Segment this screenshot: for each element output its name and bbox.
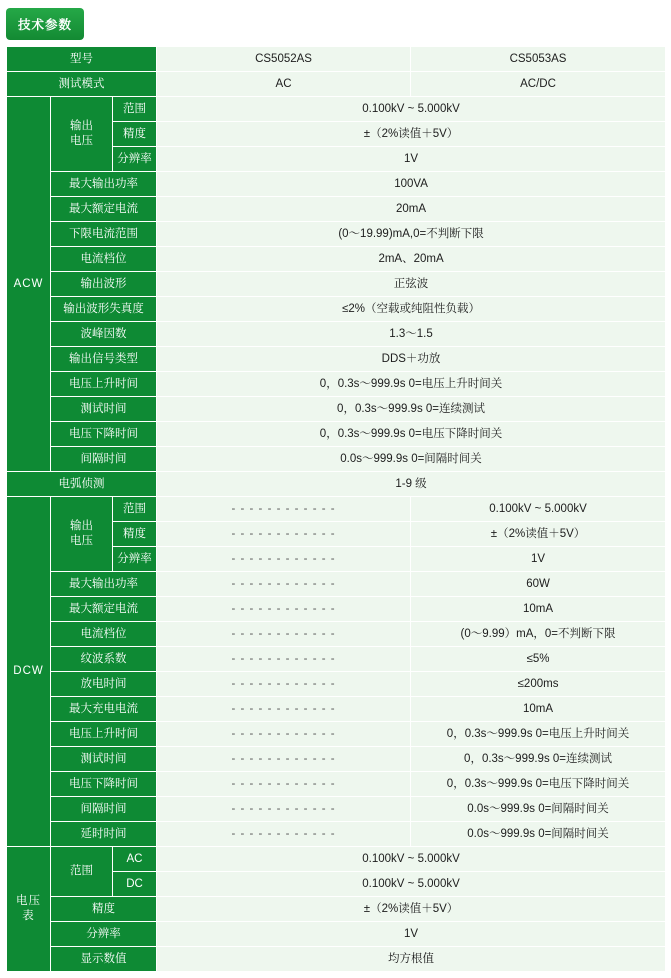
dcw-resolution-label: 分辨率: [113, 547, 157, 572]
dcw-range-label: 范围: [113, 497, 157, 522]
acw-output-label: 输出: [70, 120, 93, 132]
dcw-delay-value: 0.0s～999.9s 0=间隔时间关: [411, 822, 666, 847]
table-row: [7, 647, 666, 672]
table-row: [7, 822, 666, 847]
acw-low-limit-value: (0～19.99)mA,0=不判断下限: [157, 222, 666, 247]
acw-current-gear-label: 电流档位: [51, 247, 157, 272]
acw-test-time-value: 0，0.3s～999.9s 0=连续测试: [157, 397, 666, 422]
table-row: [7, 797, 666, 822]
dcw-output-label: 输出: [70, 520, 93, 532]
dcw-delay-na: - - - - - - - - - - - -: [157, 822, 411, 847]
acw-waveform-label: 输出波形: [51, 272, 157, 297]
table-row: [7, 322, 666, 347]
table-row: [7, 247, 666, 272]
dcw-resolution-value: 1V: [411, 547, 666, 572]
dcw-current-gear-na: - - - - - - - - - - - -: [157, 622, 411, 647]
table-row: [7, 372, 666, 397]
dcw-max-power-na: - - - - - - - - - - - -: [157, 572, 411, 597]
acw-resolution-value: 1V: [157, 147, 666, 172]
acw-distortion-value: ≤2%（空载或纯阻性负载）: [157, 297, 666, 322]
table-row: [7, 472, 666, 497]
table-row: [7, 722, 666, 747]
dcw-resolution-na: - - - - - - - - - - - -: [157, 547, 411, 572]
table-row: [7, 72, 666, 97]
dcw-test-time-na: - - - - - - - - - - - -: [157, 747, 411, 772]
dcw-rise-time-label: 电压上升时间: [51, 722, 157, 747]
dcw-test-time-value: 0，0.3s～999.9s 0=连续测试: [411, 747, 666, 772]
dcw-max-charge-na: - - - - - - - - - - - -: [157, 697, 411, 722]
model-label: 型号: [7, 47, 157, 72]
table-row: [7, 397, 666, 422]
page-title: 技术参数: [6, 8, 84, 40]
acw-accuracy-value: ±（2%读值＋5V）: [157, 122, 666, 147]
specification-table: [6, 46, 666, 972]
table-row: [7, 97, 666, 122]
table-row: [7, 347, 666, 372]
dcw-accuracy-na: - - - - - - - - - - - -: [157, 522, 411, 547]
dcw-discharge-na: - - - - - - - - - - - -: [157, 672, 411, 697]
acw-rise-time-label: 电压上升时间: [51, 372, 157, 397]
acw-crest-label: 波峰因数: [51, 322, 157, 347]
table-row: [7, 597, 666, 622]
dcw-output-cell: [51, 497, 113, 572]
acw-voltage-label: 电压: [70, 135, 93, 147]
acw-current-gear-value: 2mA、20mA: [157, 247, 666, 272]
dcw-max-current-label: 最大额定电流: [51, 597, 157, 622]
dcw-rise-time-na: - - - - - - - - - - - -: [157, 722, 411, 747]
dcw-max-charge-label: 最大充电电流: [51, 697, 157, 722]
volt-accuracy-value: ±（2%读值＋5V）: [157, 897, 666, 922]
dcw-accuracy-value: ±（2%读值＋5V）: [411, 522, 666, 547]
acw-distortion-label: 输出波形失真度: [51, 297, 157, 322]
table-row: [7, 697, 666, 722]
dcw-fall-time-label: 电压下降时间: [51, 772, 157, 797]
table-row: [7, 497, 666, 522]
dcw-interval-value: 0.0s～999.9s 0=间隔时间关: [411, 797, 666, 822]
volt-ac-value: 0.100kV ~ 5.000kV: [157, 847, 666, 872]
mode-label: 测试模式: [7, 72, 157, 97]
acw-crest-value: 1.3～1.5: [157, 322, 666, 347]
dcw-test-time-label: 测试时间: [51, 747, 157, 772]
table-row: [7, 422, 666, 447]
mode-b-value: AC/DC: [411, 72, 666, 97]
acw-resolution-label: 分辨率: [113, 147, 157, 172]
volt-display-label: 显示数值: [51, 947, 157, 972]
dcw-current-gear-label: 电流档位: [51, 622, 157, 647]
model-a-value: CS5052AS: [157, 47, 411, 72]
table-row: [7, 947, 666, 972]
dcw-interval-na: - - - - - - - - - - - -: [157, 797, 411, 822]
table-row: [7, 772, 666, 797]
dcw-max-power-value: 60W: [411, 572, 666, 597]
acw-interval-label: 间隔时间: [51, 447, 157, 472]
page-title-wrap: [0, 0, 671, 46]
dcw-rise-time-value: 0，0.3s～999.9s 0=电压上升时间关: [411, 722, 666, 747]
table-row: [7, 747, 666, 772]
acw-waveform-value: 正弦波: [157, 272, 666, 297]
table-row: [7, 447, 666, 472]
dcw-current-gear-value: (0～9.99）mA，0=不判断下限: [411, 622, 666, 647]
volt-resolution-label: 分辨率: [51, 922, 157, 947]
acw-interval-value: 0.0s～999.9s 0=间隔时间关: [157, 447, 666, 472]
arc-value: 1-9 级: [157, 472, 666, 497]
dcw-interval-label: 间隔时间: [51, 797, 157, 822]
table-row: [7, 572, 666, 597]
mode-a-value: AC: [157, 72, 411, 97]
table-row: [7, 222, 666, 247]
group-acw: ACW: [7, 97, 51, 472]
dcw-accuracy-label: 精度: [113, 522, 157, 547]
dcw-max-power-label: 最大输出功率: [51, 572, 157, 597]
table-row: [7, 272, 666, 297]
dcw-max-current-na: - - - - - - - - - - - -: [157, 597, 411, 622]
volt-range-label: 范围: [51, 847, 113, 897]
acw-max-power-value: 100VA: [157, 172, 666, 197]
arc-label: 电弧侦测: [7, 472, 157, 497]
dcw-discharge-label: 放电时间: [51, 672, 157, 697]
acw-range-value: 0.100kV ~ 5.000kV: [157, 97, 666, 122]
dcw-max-charge-value: 10mA: [411, 697, 666, 722]
acw-fall-time-label: 电压下降时间: [51, 422, 157, 447]
acw-signal-type-value: DDS＋功放: [157, 347, 666, 372]
dcw-fall-time-value: 0，0.3s～999.9s 0=电压下降时间关: [411, 772, 666, 797]
dcw-ripple-na: - - - - - - - - - - - -: [157, 647, 411, 672]
table-row: [7, 297, 666, 322]
acw-range-label: 范围: [113, 97, 157, 122]
table-row: [7, 197, 666, 222]
table-row: [7, 622, 666, 647]
group-dcw: DCW: [7, 497, 51, 847]
table-row: [7, 672, 666, 697]
table-row: [7, 897, 666, 922]
dcw-range-na: - - - - - - - - - - - -: [157, 497, 411, 522]
acw-rise-time-value: 0，0.3s～999.9s 0=电压上升时间关: [157, 372, 666, 397]
table-row: [7, 922, 666, 947]
acw-accuracy-label: 精度: [113, 122, 157, 147]
acw-signal-type-label: 输出信号类型: [51, 347, 157, 372]
acw-fall-time-value: 0，0.3s～999.9s 0=电压下降时间关: [157, 422, 666, 447]
acw-max-power-label: 最大输出功率: [51, 172, 157, 197]
acw-output-cell: [51, 97, 113, 172]
acw-test-time-label: 测试时间: [51, 397, 157, 422]
dcw-ripple-label: 纹波系数: [51, 647, 157, 672]
dcw-range-value: 0.100kV ~ 5.000kV: [411, 497, 666, 522]
table-row: [7, 47, 666, 72]
dcw-voltage-label: 电压: [70, 535, 93, 547]
volt-ac-label: AC: [113, 847, 157, 872]
dcw-max-current-value: 10mA: [411, 597, 666, 622]
table-row: [7, 172, 666, 197]
dcw-delay-label: 延时时间: [51, 822, 157, 847]
acw-low-limit-label: 下限电流范围: [51, 222, 157, 247]
volt-resolution-value: 1V: [157, 922, 666, 947]
model-b-value: CS5053AS: [411, 47, 666, 72]
dcw-discharge-value: ≤200ms: [411, 672, 666, 697]
volt-display-value: 均方根值: [157, 947, 666, 972]
volt-dc-label: DC: [113, 872, 157, 897]
volt-dc-value: 0.100kV ~ 5.000kV: [157, 872, 666, 897]
acw-max-current-value: 20mA: [157, 197, 666, 222]
volt-accuracy-label: 精度: [51, 897, 157, 922]
table-row: [7, 847, 666, 872]
acw-max-current-label: 最大额定电流: [51, 197, 157, 222]
dcw-ripple-value: ≤5%: [411, 647, 666, 672]
dcw-fall-time-na: - - - - - - - - - - - -: [157, 772, 411, 797]
group-voltmeter: 电压表: [7, 847, 51, 972]
